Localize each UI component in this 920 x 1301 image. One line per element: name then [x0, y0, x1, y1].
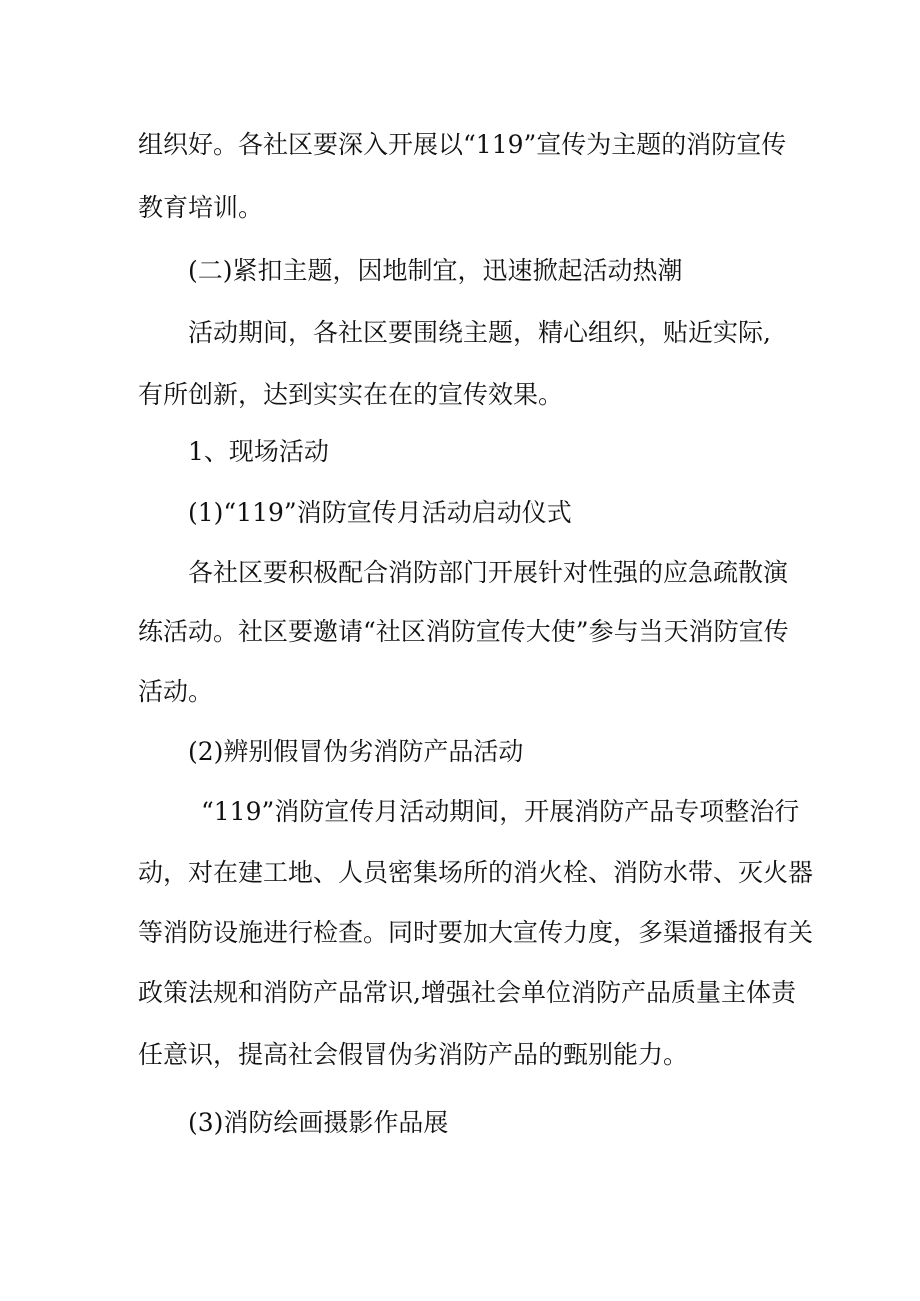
section-heading: (二)紧扣主题，因地制宜，迅速掀起活动热潮 [188, 256, 683, 285]
paragraph-line: 有所创新，达到实实在在的宣传效果。 [138, 380, 564, 409]
item-heading: (1)“119”消防宣传月活动启动仪式 [188, 498, 572, 527]
paragraph-line: 活动期间，各社区要围绕主题，精心组织，贴近实际, [188, 318, 771, 347]
paragraph-line: 任意识，提高社会假冒伪劣消防产品的甄别能力。 [138, 1040, 689, 1069]
paragraph-line: 教育培训。 [138, 193, 264, 222]
item-heading: (3)消防绘画摄影作品展 [188, 1108, 449, 1137]
paragraph-line: 组织好。各社区要深入开展以“119”宣传为主题的消防宣传 [138, 130, 787, 159]
paragraph-line: 动，对在建工地、人员密集场所的消火栓、消防水带、灭火器 [138, 858, 814, 887]
paragraph-line: 活动。 [138, 677, 214, 706]
paragraph-line: 政策法规和消防产品常识,增强社会单位消防产品质量主体责 [138, 978, 796, 1007]
paragraph-line: 各社区要积极配合消防部门开展针对性强的应急疏散演 [188, 558, 789, 587]
paragraph-line: 练活动。社区要邀请“社区消防宣传大使”参与当天消防宣传 [138, 617, 789, 646]
paragraph-line: “119”消防宣传月活动期间，开展消防产品专项整治行 [201, 797, 800, 826]
subsection-heading: 1、现场活动 [188, 437, 329, 466]
item-heading: (2)辨别假冒伪劣消防产品活动 [188, 737, 524, 766]
paragraph-line: 等消防设施进行检查。同时要加大宣传力度，多渠道播报有关 [138, 918, 814, 947]
